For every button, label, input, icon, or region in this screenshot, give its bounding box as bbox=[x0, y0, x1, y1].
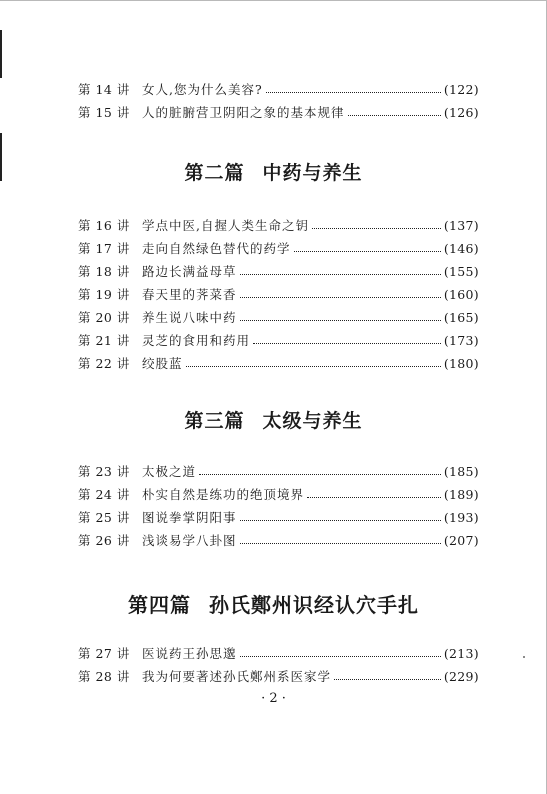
page-reference: (165) bbox=[443, 310, 479, 325]
section-title: 中药与养生 bbox=[262, 162, 363, 184]
section-heading bbox=[0, 589, 547, 618]
lecture-number: 第 28 讲 bbox=[78, 669, 130, 684]
dot-leader bbox=[240, 519, 441, 521]
section-title: 孙氏鄭州识经认穴手扎 bbox=[209, 593, 419, 617]
lecture-number: 第 26 讲 bbox=[78, 533, 130, 548]
toc-entry bbox=[78, 531, 479, 551]
section-heading bbox=[0, 158, 547, 185]
page-reference: (173) bbox=[443, 333, 479, 348]
lecture-number: 第 19 讲 bbox=[78, 287, 130, 302]
lecture-number: 第 15 讲 bbox=[78, 105, 130, 120]
lecture-number: 第 24 讲 bbox=[78, 487, 130, 502]
dot-leader bbox=[240, 542, 441, 544]
lecture-number: 第 20 讲 bbox=[78, 310, 130, 325]
scan-margin-mark bbox=[0, 30, 2, 78]
dot-leader bbox=[240, 296, 441, 298]
lecture-number: 第 27 讲 bbox=[78, 646, 130, 661]
toc-entry bbox=[78, 667, 479, 687]
lecture-number: 第 22 讲 bbox=[78, 356, 130, 371]
toc-entry bbox=[78, 103, 479, 123]
toc-entry bbox=[78, 644, 479, 664]
dot-leader bbox=[199, 473, 441, 475]
dot-leader bbox=[312, 227, 441, 229]
page-reference: (137) bbox=[443, 218, 479, 233]
entry-title: 养生说八味中药 bbox=[142, 310, 237, 325]
entry-title: 我为何要著述孙氏鄭州系医家学 bbox=[142, 669, 332, 684]
dot-leader bbox=[186, 365, 441, 367]
dot-leader bbox=[240, 319, 441, 321]
page-top-edge bbox=[0, 0, 547, 1]
page-reference: (155) bbox=[443, 264, 479, 279]
section-title: 太级与养生 bbox=[262, 410, 363, 432]
page-reference: (122) bbox=[443, 82, 479, 97]
toc-entry bbox=[78, 508, 479, 528]
entry-title: 图说拳掌阴阳事 bbox=[142, 510, 237, 525]
toc-entry bbox=[78, 239, 479, 259]
section-label: 第三篇 bbox=[184, 410, 245, 432]
toc-entry bbox=[78, 216, 479, 236]
dot-leader bbox=[240, 273, 441, 275]
dot-leader bbox=[266, 91, 441, 93]
toc-entry bbox=[78, 80, 479, 100]
dot-leader bbox=[307, 496, 441, 498]
scan-speck bbox=[523, 656, 525, 658]
toc-entry bbox=[78, 354, 479, 374]
lecture-number: 第 21 讲 bbox=[78, 333, 130, 348]
entry-title: 春天里的荠菜香 bbox=[142, 287, 237, 302]
toc-entry bbox=[78, 285, 479, 305]
entry-title: 灵芝的食用和药用 bbox=[142, 333, 251, 348]
toc-entry bbox=[78, 485, 479, 505]
page-reference: (189) bbox=[443, 487, 479, 502]
entry-title: 走向自然绿色替代的药学 bbox=[142, 241, 291, 256]
entry-title: 太极之道 bbox=[142, 464, 197, 479]
page-reference: (185) bbox=[443, 464, 479, 479]
page-reference: (146) bbox=[443, 241, 479, 256]
page-number: · 2 · bbox=[261, 691, 286, 706]
section-label: 第二篇 bbox=[184, 162, 245, 184]
lecture-number: 第 18 讲 bbox=[78, 264, 130, 279]
entry-title: 医说药王孙思邈 bbox=[142, 646, 237, 661]
entry-title: 女人,您为什么美容? bbox=[142, 82, 263, 97]
lecture-number: 第 25 讲 bbox=[78, 510, 130, 525]
dot-leader bbox=[294, 250, 441, 252]
dot-leader bbox=[253, 342, 441, 344]
toc-entry bbox=[78, 262, 479, 282]
lecture-number: 第 16 讲 bbox=[78, 218, 130, 233]
toc-entry bbox=[78, 331, 479, 351]
toc-entry bbox=[78, 462, 479, 482]
page-reference: (207) bbox=[443, 533, 479, 548]
lecture-number: 第 17 讲 bbox=[78, 241, 130, 256]
entry-title: 浅谈易学八卦图 bbox=[142, 533, 237, 548]
dot-leader bbox=[240, 655, 441, 657]
page-reference: (160) bbox=[443, 287, 479, 302]
entry-title: 绞股蓝 bbox=[142, 356, 183, 371]
lecture-number: 第 23 讲 bbox=[78, 464, 130, 479]
entry-title: 朴实自然是练功的绝顶境界 bbox=[142, 487, 305, 502]
dot-leader bbox=[334, 678, 441, 680]
section-label: 第四篇 bbox=[128, 593, 191, 617]
dot-leader bbox=[348, 114, 441, 116]
toc-entry bbox=[78, 308, 479, 328]
entry-title: 人的脏腑营卫阴阳之象的基本规律 bbox=[142, 105, 345, 120]
page-reference: (180) bbox=[443, 356, 479, 371]
page-reference: (126) bbox=[443, 105, 479, 120]
section-heading bbox=[0, 406, 547, 433]
entry-title: 学点中医,自握人类生命之钥 bbox=[142, 218, 309, 233]
entry-title: 路边长满益母草 bbox=[142, 264, 237, 279]
lecture-number: 第 14 讲 bbox=[78, 82, 130, 97]
page-reference: (213) bbox=[443, 646, 479, 661]
page-reference: (229) bbox=[443, 669, 479, 684]
page-reference: (193) bbox=[443, 510, 479, 525]
